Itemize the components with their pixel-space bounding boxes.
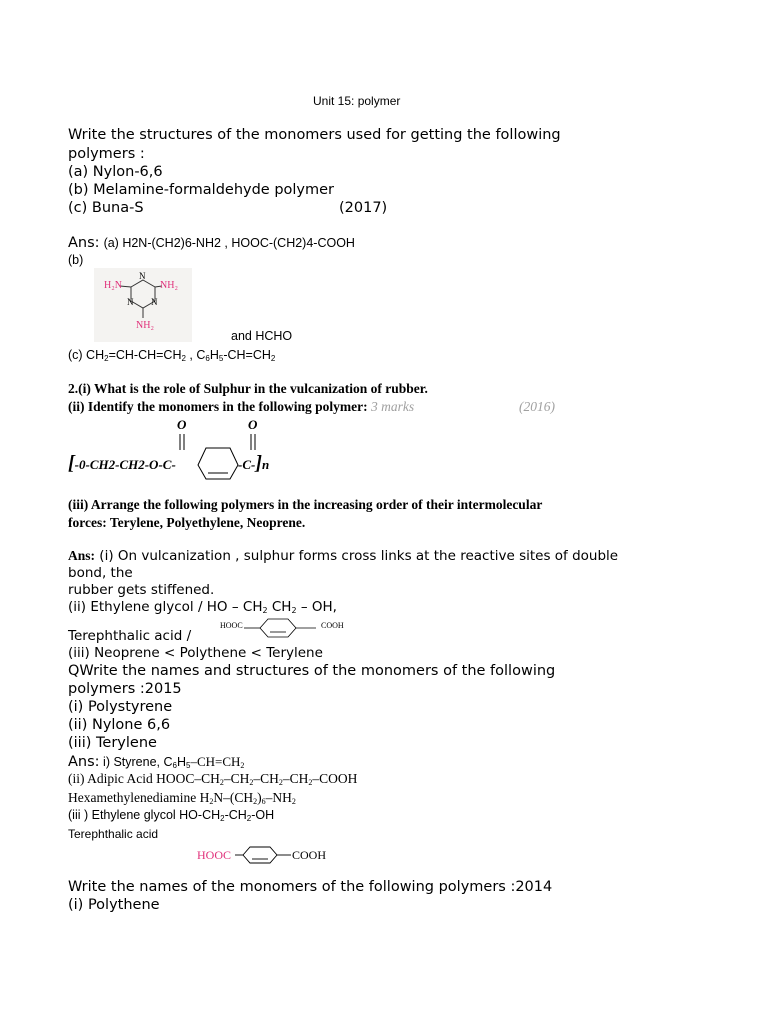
benzene-ring	[198, 448, 238, 479]
q3-answer-hexa: Hexamethylenediamine $H_2N-(CH_2)_6-NH_2$	[68, 790, 296, 806]
q1-part-c: (c) Buna-S	[68, 200, 144, 216]
q3-part-iii: (iii) Terylene	[68, 735, 157, 751]
q2-part-iii-line1: (iii) Arrange the following polymers in the increasing order of their intermolecular	[68, 497, 543, 512]
hooc-pink-label: HOOC	[197, 848, 232, 862]
terephthalic-structure-pink	[197, 844, 337, 868]
melamine-nh2-right: NH₂	[160, 280, 178, 291]
page-title: Unit 15: polymer	[313, 94, 401, 108]
q1-line2: polymers :	[68, 146, 145, 162]
q3-line1: QWrite the names and structures of the monomers of the following	[68, 663, 556, 679]
q1-answer-a	[68, 234, 355, 252]
q3-answer-i: Ans: i) Styrene, $C_6H_5-CH=CH_2$	[68, 754, 245, 770]
q1-part-b: (b) Melamine-formaldehyde polymer	[68, 182, 335, 198]
melamine-n-top: N	[139, 271, 146, 281]
q2-marks: 3 marks	[370, 399, 415, 414]
q3-part-i: (i) Polystyrene	[68, 699, 173, 715]
carbonyl-o-2: O	[248, 417, 258, 432]
carbonyl-o-1: O	[177, 417, 187, 432]
benzene-pink-svg	[235, 844, 295, 868]
melamine-structure	[94, 268, 192, 342]
terephthalic-label: Terephthalic acid /	[68, 628, 192, 644]
q2-year: (2016)	[519, 399, 555, 414]
benzene-pink	[243, 847, 277, 863]
q2-answer-ii: (ii) Ethylene glycol / HO – $CH_2$ $CH_2$ – OH,	[68, 599, 337, 615]
q3-answer-iii: (iii ) Ethylene glycol $HO-CH_2-CH_2-OH$	[68, 808, 275, 823]
benzene-small	[260, 619, 296, 637]
melamine-n-left: N	[127, 297, 134, 307]
q2-part-i: 2.(i) What is the role of Sulphur in the vulcanization of rubber.	[68, 381, 428, 396]
polymer-tail: -C-]n	[238, 452, 270, 474]
answer-label: Ans:	[68, 235, 100, 251]
answer-a-text: (a) H2N-(CH2)6-NH2 , HOOC-(CH2)4-COOH	[103, 236, 355, 250]
cooh-label: COOH	[321, 621, 344, 630]
q2-answer-i-line2: bond, the	[68, 565, 133, 581]
cooh-pink-label: COOH	[292, 848, 327, 862]
melamine-n-right: N	[151, 297, 158, 307]
q1-answer-b-label: (b)	[68, 253, 84, 267]
q3-answer-ii: (ii) Adipic Acid HOOC–$CH_2-CH_2-CH_2-CH_2$–COOH	[68, 771, 358, 787]
q1-part-a: (a) Nylon-6,6	[68, 164, 163, 180]
q2-answer-i-line1: Ans: (i) On vulcanization , sulphur forms cross links at the reactive sites of double	[68, 548, 619, 564]
benzene-small-svg	[244, 617, 324, 641]
q4-line1: Write the names of the monomers of the following polymers :2014	[68, 879, 553, 895]
q1-answer-c: (c) $CH_2=CH-CH=CH_2$ , $C_6H_5-CH=CH_2$	[68, 348, 276, 363]
q2-answer-iii: (iii) Neoprene < Polythene < Terylene	[68, 645, 323, 661]
q1-line1: Write the structures of the monomers used for getting the following	[68, 127, 561, 143]
q3-terephthalic-label: Terephthalic acid	[68, 827, 159, 841]
terephthalic-structure-small	[220, 617, 360, 641]
and-hcho: and HCHO	[231, 329, 293, 343]
hooc-label: HOOC	[220, 621, 243, 630]
q3-line2: polymers :2015	[68, 681, 182, 697]
polymer-chain: [-0-CH2-CH2-O-C-	[68, 452, 176, 474]
q2-answer-i-line3: rubber gets stiffened.	[68, 582, 215, 598]
q1-year: (2017)	[339, 200, 388, 216]
q2-part-ii: (ii) Identify the monomers in the following polymer: 3 marks	[68, 399, 415, 414]
melamine-nh2-bottom: NH₂	[136, 320, 154, 331]
q2-part-iii-line2: forces: Terylene, Polyethylene, Neoprene.	[68, 515, 306, 530]
q4-part-i: (i) Polythene	[68, 897, 160, 913]
melamine-h2n: H₂N	[104, 280, 122, 291]
q3-part-ii: (ii) Nylone 6,6	[68, 717, 171, 733]
